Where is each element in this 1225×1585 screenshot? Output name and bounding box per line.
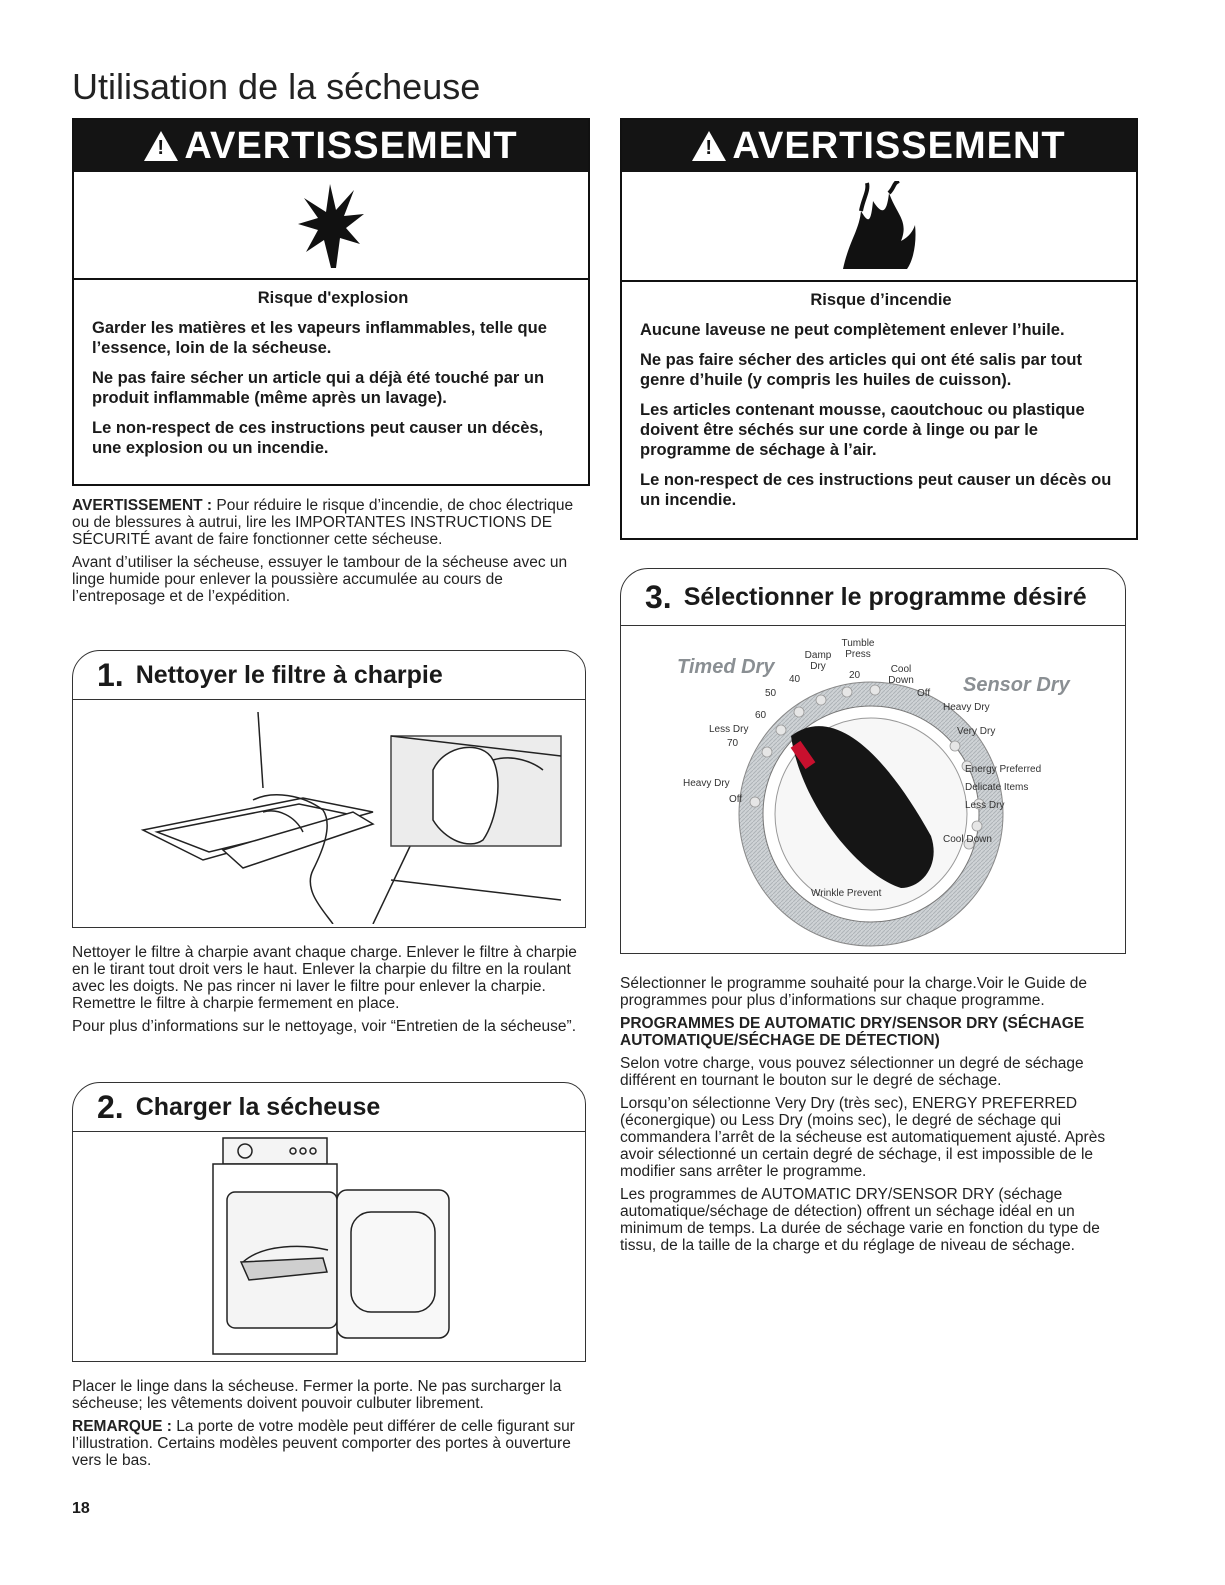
dial-50: 50 <box>765 688 777 699</box>
intro-para: Avant d’utiliser la sécheuse, essuyer le tambour de la sécheuse avec un linge humide pour enlever la poussière accumulée au cours de l’entreposage et de l’expédition. <box>72 554 568 605</box>
step-2-text <box>72 1378 586 1475</box>
warning-line: Aucune laveuse ne peut complètement enlever l’huile. <box>640 321 1065 339</box>
warning-risk: Risque d'explosion <box>257 289 409 307</box>
note-text: La porte de votre modèle peut différer de celle figurant sur l’illustration. Certains modèles peuvent comporter des portes à ouverture vers le bas. <box>72 1418 575 1469</box>
off-left-label: Off <box>729 794 743 805</box>
step-number: 1. <box>97 656 124 693</box>
step-3-subheading: PROGRAMMES DE AUTOMATIC DRY/SENSOR DRY (SÉCHAGE AUTOMATIQUE/SÉCHAGE DE DÉTECTION) <box>620 1015 1085 1049</box>
dial-70: 70 <box>727 738 739 749</box>
step-title: Sélectionner le programme désiré <box>683 582 1087 611</box>
off-right-label: Off <box>917 688 931 699</box>
step-2-para: Placer le linge dans la sécheuse. Fermer la porte. Ne pas surcharger la sécheuse; les vêtements doivent pouvoir culbuter librement. <box>72 1378 562 1412</box>
less-dry-left-label: Less Dry <box>709 724 749 735</box>
tumble-press-label: Tumble Press <box>841 638 875 660</box>
note-label: REMARQUE : <box>72 1418 172 1435</box>
cycle-dial-illustration <box>621 626 1125 952</box>
wrinkle-prevent-label: Wrinkle Prevent <box>811 888 882 899</box>
warning-line: Le non-respect de ces instructions peut causer un décès, une explosion ou un incendie. <box>92 419 544 457</box>
warning-body <box>74 280 588 478</box>
warning-line: Garder les matières et les vapeurs inflammables, telle que l’essence, loin de la sécheuse. <box>92 319 547 357</box>
dryer-load-illustration <box>73 1132 585 1363</box>
very-dry-label: Very Dry <box>957 726 996 737</box>
dryer-image <box>73 1132 583 1358</box>
explosion-warning-box <box>72 118 590 486</box>
warning-triangle-icon <box>692 131 726 161</box>
warning-header: ! AVERTISSEMENT <box>622 120 1136 172</box>
fire-symbol-area <box>622 172 1136 282</box>
timed-dry-label: Timed Dry <box>677 656 775 678</box>
step-1-para: Nettoyer le filtre à charpie avant chaque charge. Enlever le filtre à charpie en le tirant tout droit vers le haut. Enlever la charpie du filtre en la roulant avec les doigts. Ne pas rincer ni laver le filtre pour enlever la charpie. Remettre le filtre à charpie fermement en place. <box>72 944 577 1012</box>
step-3-box <box>620 568 1126 954</box>
dial-60: 60 <box>755 710 767 721</box>
warning-line: Le non-respect de ces instructions peut causer un décès ou un incendie. <box>640 471 1112 509</box>
step-3-text <box>620 975 1128 1260</box>
lint-filter-illustration <box>73 700 585 929</box>
step-3-header <box>621 569 1125 626</box>
warning-line: Ne pas faire sécher un article qui a déjà été touché par un produit inflammable (même après un lavage). <box>92 369 545 407</box>
step-1-box <box>72 650 586 928</box>
dial-20: 20 <box>849 670 861 681</box>
step-title: Charger la sécheuse <box>135 1092 381 1121</box>
lint-filter-image <box>73 700 583 924</box>
step-1-header <box>73 651 585 700</box>
heavy-dry-left-label: Heavy Dry <box>683 778 730 789</box>
dial-40: 40 <box>789 674 801 685</box>
cool-down-right-label: Cool Down <box>943 834 992 845</box>
warning-triangle-icon <box>144 131 178 161</box>
step-title: Nettoyer le filtre à charpie <box>135 660 443 689</box>
warning-risk: Risque d’incendie <box>810 291 952 309</box>
fire-icon <box>839 181 919 271</box>
warning-header: ! AVERTISSEMENT <box>74 120 588 172</box>
explosion-icon <box>296 180 366 270</box>
intro-warning-text: Pour réduire le risque d’incendie, de choc électrique ou de blessures à autrui, lire les IMPORTANTES INSTRUCTIONS DE SÉCURITÉ avant de faire fonctionner cette sécheuse. <box>72 497 574 548</box>
page-number: 18 <box>72 1500 90 1517</box>
warning-body <box>622 282 1136 530</box>
step-2-header <box>73 1083 585 1132</box>
step-number: 2. <box>97 1088 124 1125</box>
step-1-para: Pour plus d’informations sur le nettoyage, voir “Entretien de la sécheuse”. <box>72 1018 577 1035</box>
step-3-para: Selon votre charge, vous pouvez sélectionner un degré de séchage différent en tournant le bouton sur le degré de séchage. <box>620 1055 1084 1089</box>
warning-line: Ne pas faire sécher des articles qui ont été salis par tout genre d’huile (y compris les huiles de cuisson). <box>640 351 1082 389</box>
cool-down-top-label: Cool Down <box>888 664 914 686</box>
intro-warning-label: AVERTISSEMENT : <box>72 497 213 514</box>
step-3-para: Les programmes de AUTOMATIC DRY/SENSOR DRY (séchage automatique/séchage de détection) offrent un séchage idéal en un minimum de temps. La durée de séchage varie en fonction du type de tissu, de la taille de la charge et du réglage de niveau de séchage. <box>620 1186 1100 1254</box>
step-1-text <box>72 944 586 1041</box>
step-3-para: Sélectionner le programme souhaité pour la charge.Voir le Guide de programmes pour plus d’informations sur chaque programme. <box>620 975 1087 1009</box>
less-dry-right-label: Less Dry <box>965 800 1005 811</box>
explosion-symbol-area <box>74 172 588 280</box>
energy-preferred-label: Energy Preferred <box>965 764 1042 775</box>
step-2-box <box>72 1082 586 1362</box>
warning-line: Les articles contenant mousse, caoutchouc ou plastique doivent être séchés sur une corde à linge ou par le programme de séchage à l’air. <box>640 401 1085 459</box>
intro-text <box>72 497 586 611</box>
delicate-items-label: Delicate Items <box>965 782 1029 793</box>
heavy-dry-right-label: Heavy Dry <box>943 702 990 713</box>
page-title: Utilisation de la sécheuse <box>72 66 481 107</box>
fire-warning-box <box>620 118 1138 540</box>
step-3-para: Lorsqu’on sélectionne Very Dry (très sec), ENERGY PREFERRED (éconergique) ou Less Dry (moins sec), le degré de séchage qui commandera l’arrêt de la sécheuse est automatiquement ajusté. Après avoir sélectionné un certain degré de séchage, il est impossible de le modifier sans arrêter le programme. <box>620 1095 1106 1180</box>
sensor-dry-label: Sensor Dry <box>963 674 1070 696</box>
step-number: 3. <box>645 578 672 615</box>
damp-dry-label: Damp Dry <box>804 650 832 672</box>
